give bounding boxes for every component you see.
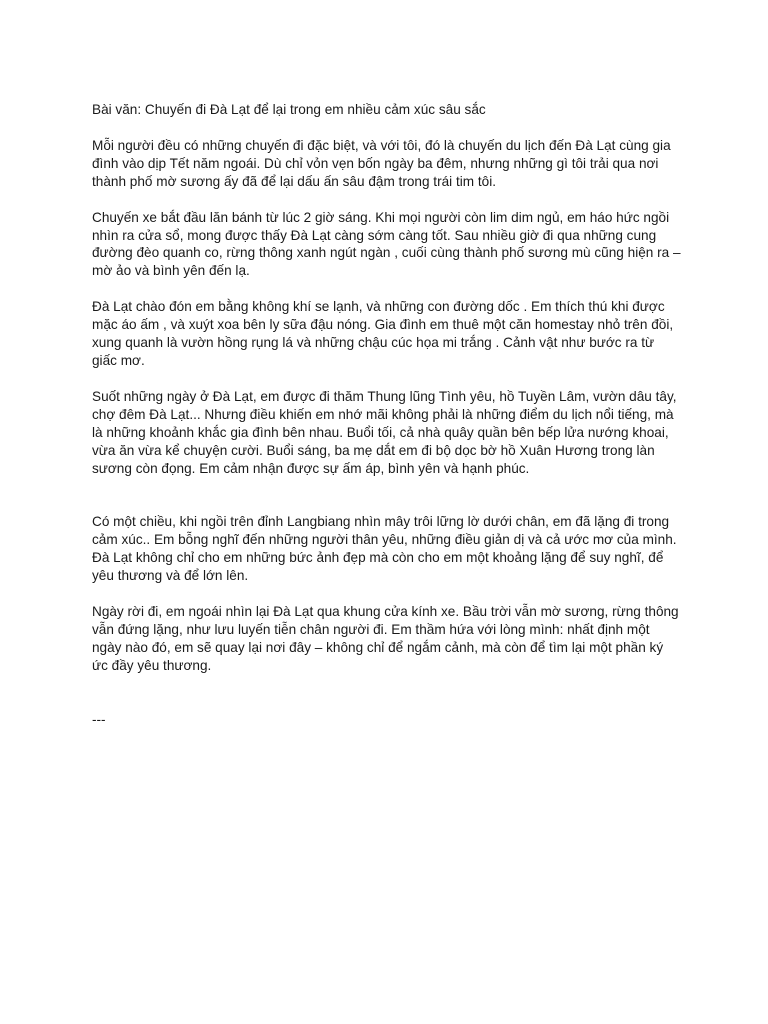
paragraph-2: Chuyến xe bắt đầu lăn bánh từ lúc 2 giờ sáng. Khi mọi người còn lim dim ngủ, em háo hức ngồi nhìn ra cửa sổ, mong được thấy Đà Lạt càng sớm càng tốt. Sau nhiều giờ đi qua những cung đường đèo quanh co, rừng thông xanh ngút ngàn , cuối cùng thành phố sương mù cũng hiện ra – mờ ảo và bình yên đến lạ. bbox=[92, 209, 681, 279]
separator-line: --- bbox=[92, 711, 106, 727]
paragraph-6: Ngày rời đi, em ngoái nhìn lại Đà Lạt qua khung cửa kính xe. Bầu trời vẫn mờ sương, rừng thông vẫn đứng lặng, như lưu luyến tiễn chân người đi. Em thầm hứa với lòng mình: nhất định một ngày nào đó, em sẽ quay lại nơi đây – không chỉ để ngắm cảnh, mà còn để tìm lại một phần ký ức đầy yêu thương. bbox=[92, 604, 679, 673]
paragraph-3: Đà Lạt chào đón em bằng không khí se lạnh, và những con đường dốc . Em thích thú khi được mặc áo ấm , và xuýt xoa bên ly sữa đậu nóng. Gia đình em thuê một căn homestay nhỏ trên đồi, xung quanh là vườn hồng rụng lá và những chậu cúc họa mi trắng . Cảnh vật như bước ra từ giấc mơ. bbox=[92, 299, 674, 368]
document-body bbox=[92, 101, 682, 742]
document-title: Bài văn: Chuyến đi Đà Lạt để lại trong em nhiều cảm xúc sâu sắc bbox=[92, 102, 486, 117]
paragraph-4: Suốt những ngày ở Đà Lạt, em được đi thăm Thung lũng Tình yêu, hồ Tuyền Lâm, vườn dâu tây, chợ đêm Đà Lạt... Nhưng điều khiến em nhớ mãi không phải là những điểm du lịch nổi tiếng, mà là những khoảnh khắc gia đình bên nhau. Buổi tối, cả nhà quây quần bên bếp lửa nướng khoai, vừa ăn vừa kể chuyện cười. Buổi sáng, ba mẹ dắt em đi bộ dọc bờ hồ Xuân Hương trong làn sương còn đọng. Em cảm nhận được sự ấm áp, bình yên và hạnh phúc. bbox=[92, 388, 677, 476]
paragraph-1: Mỗi người đều có những chuyến đi đặc biệt, và với tôi, đó là chuyến du lịch đến Đà Lạt cùng gia đình vào dịp Tết năm ngoái. Dù chỉ vỏn vẹn bốn ngày ba đêm, nhưng những gì tôi trải qua nơi thành phố mờ sương ấy đã để lại dấu ấn sâu đậm trong trái tim tôi. bbox=[92, 137, 671, 189]
paragraph-5: Có một chiều, khi ngồi trên đỉnh Langbiang nhìn mây trôi lững lờ dưới chân, em đã lặng đi trong cảm xúc.. Em bỗng nghĩ đến những người thân yêu, những điều giản dị và cả ước mơ của mình. Đà Lạt không chỉ cho em những bức ảnh đẹp mà còn cho em một khoảng lặng để suy nghĩ, để yêu thương và để lớn lên. bbox=[92, 514, 677, 584]
